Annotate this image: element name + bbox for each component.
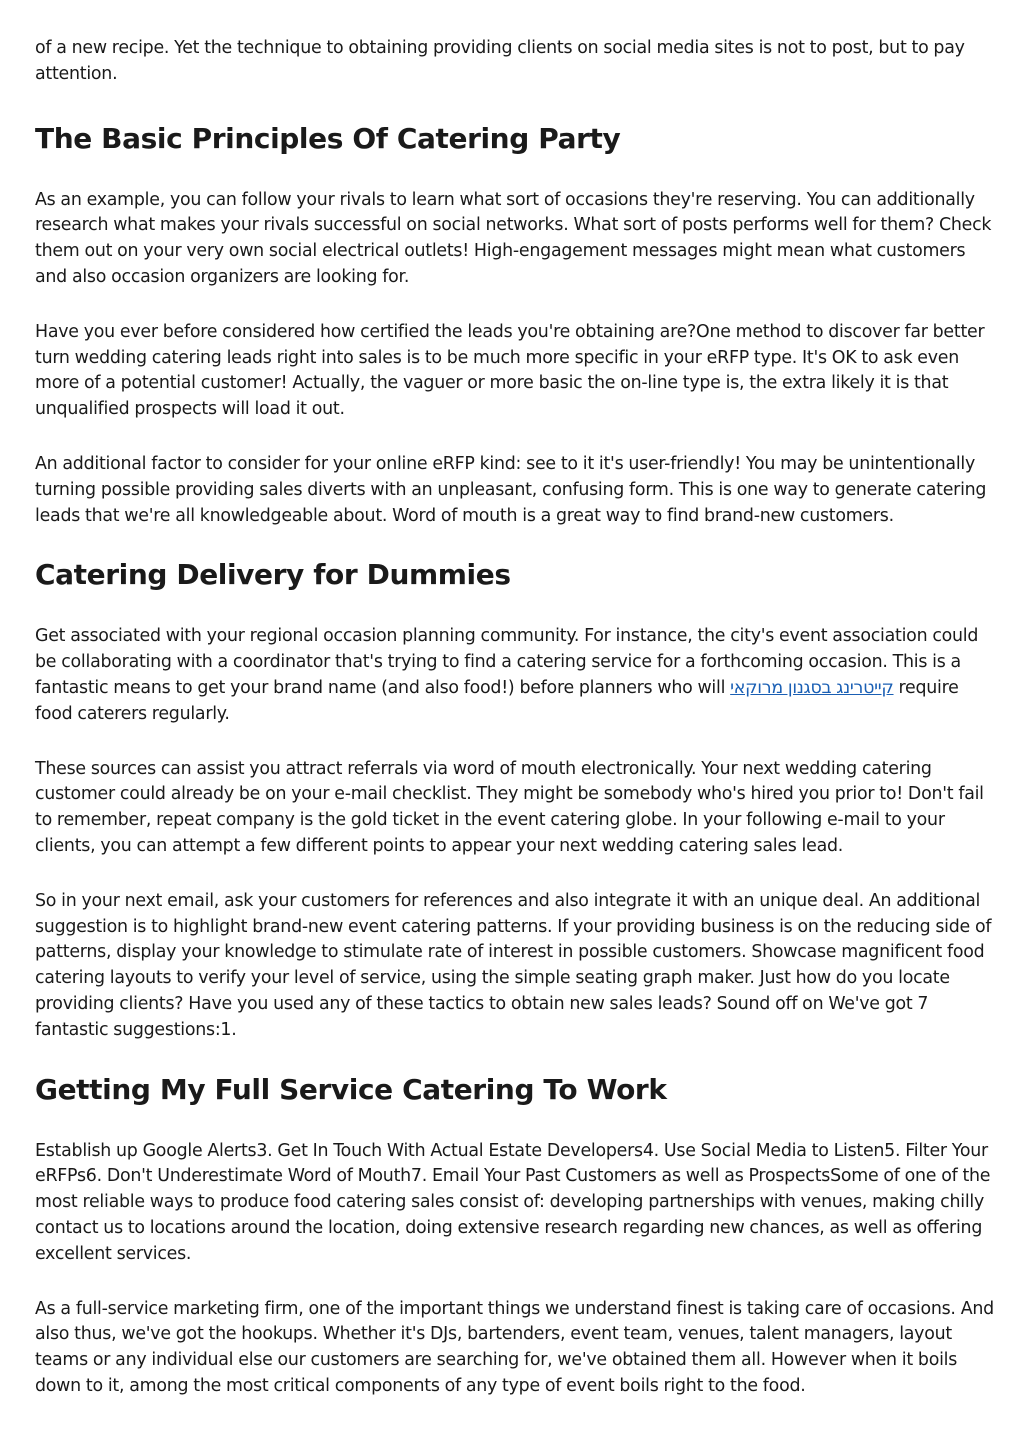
article-body [35,36,995,1429]
paragraph-text-after-link: require food caterers regularly. [35,677,959,724]
paragraph-text-before-link: Get associated with your regional occasion planning community. For instance, the city's event association could be collaborating with a coordinator that's trying to find a catering service for a forthcoming occasion. This is a fantastic means to get your brand name (and also food!) before planners who will [35,626,979,698]
paragraph-marketing-firm: As a full-service marketing firm, one of the important things we understand finest is taking care of occasions. And also thus, we've got the hookups. Whether it's DJs, bartenders, event team, venues, talent managers, layout teams or any individual else our customers are searching for, we've obtained them all. However when it boils down to it, among the most critical components of any type of event boils right to the food. [35,1298,994,1396]
paragraph-local-community [35,624,995,727]
section-heading-catering-delivery: Catering Delivery for Dummies [35,558,511,592]
section-heading-full-service: Getting My Full Service Catering To Work [35,1072,667,1106]
paragraph-references: So in your next email, ask your customers for references and also integrate it with an unique deal. An additional suggestion is to highlight brand-new event catering patterns. If your providing business is on the reducing side of patterns, display your knowledge to stimulate rate of interest in possible customers. Showcase magnificent food catering layouts to verify your level of service, using the simple seating graph maker. Just how do you locate providing clients? Have you used any of these tactics to obtain new sales leads? Sound off on We've got 7 fantastic suggestions:1. [35,890,992,1040]
intro-paragraph: of a new recipe. Yet the technique to obtaining providing clients on social media sites is not to post, but to pay attention. [35,38,965,84]
catering-link[interactable]: קייטרינג בסגנון מרוקאי [730,677,894,698]
paragraph-google-alerts: Establish up Google Alerts3. Get In Touch With Actual Estate Developers4. Use Social Media to Listen5. Filter Your eRFPs6. Don't Underestimate Word of Mouth7. Email Your Past Customers as well as ProspectsSome of one of the most reliable ways to produce food catering sales consist of: developing partnerships with venues, making chilly contact us to locations around the location, doing extensive research regarding new chances, as well as offering excellent services. [35,1140,991,1264]
paragraph-rivals: As an example, you can follow your rivals to learn what sort of occasions they're reserving. You can additionally research what makes your rivals successful on social networks. What sort of posts performs well for them? Check them out on your very own social electrical outlets! High-engagement messages might mean what customers and also occasion organizers are looking for. [35,189,992,287]
section-heading-catering-party: The Basic Principles Of Catering Party [35,121,621,155]
paragraph-referrals: These sources can assist you attract referrals via word of mouth electronically. Your next wedding catering customer could already be on your e-mail checklist. They might be somebody who's hired you prior to! Don't fail to remember, repeat company is the gold ticket in the event catering globe. In your following e-mail to your clients, you can attempt a few different points to appear your next wedding catering sales lead. [35,758,984,856]
paragraph-erfp-form: An additional factor to consider for your online eRFP kind: see to it it's user-friendly! You may be unintentionally turning possible providing sales diverts with an unpleasant, confusing form. This is one way to generate catering leads that we're all knowledgeable about. Word of mouth is a great way to find brand-new customers. [35,453,987,526]
paragraph-qualified-leads: Have you ever before considered how certified the leads you're obtaining are?One method to discover far better turn wedding catering leads right into sales is to be much more specific in your eRFP type. It's OK to ask even more of a potential customer! Actually, the vaguer or more basic the on-line type is, the extra likely it is that unqualified prospects will load it out. [35,321,985,420]
